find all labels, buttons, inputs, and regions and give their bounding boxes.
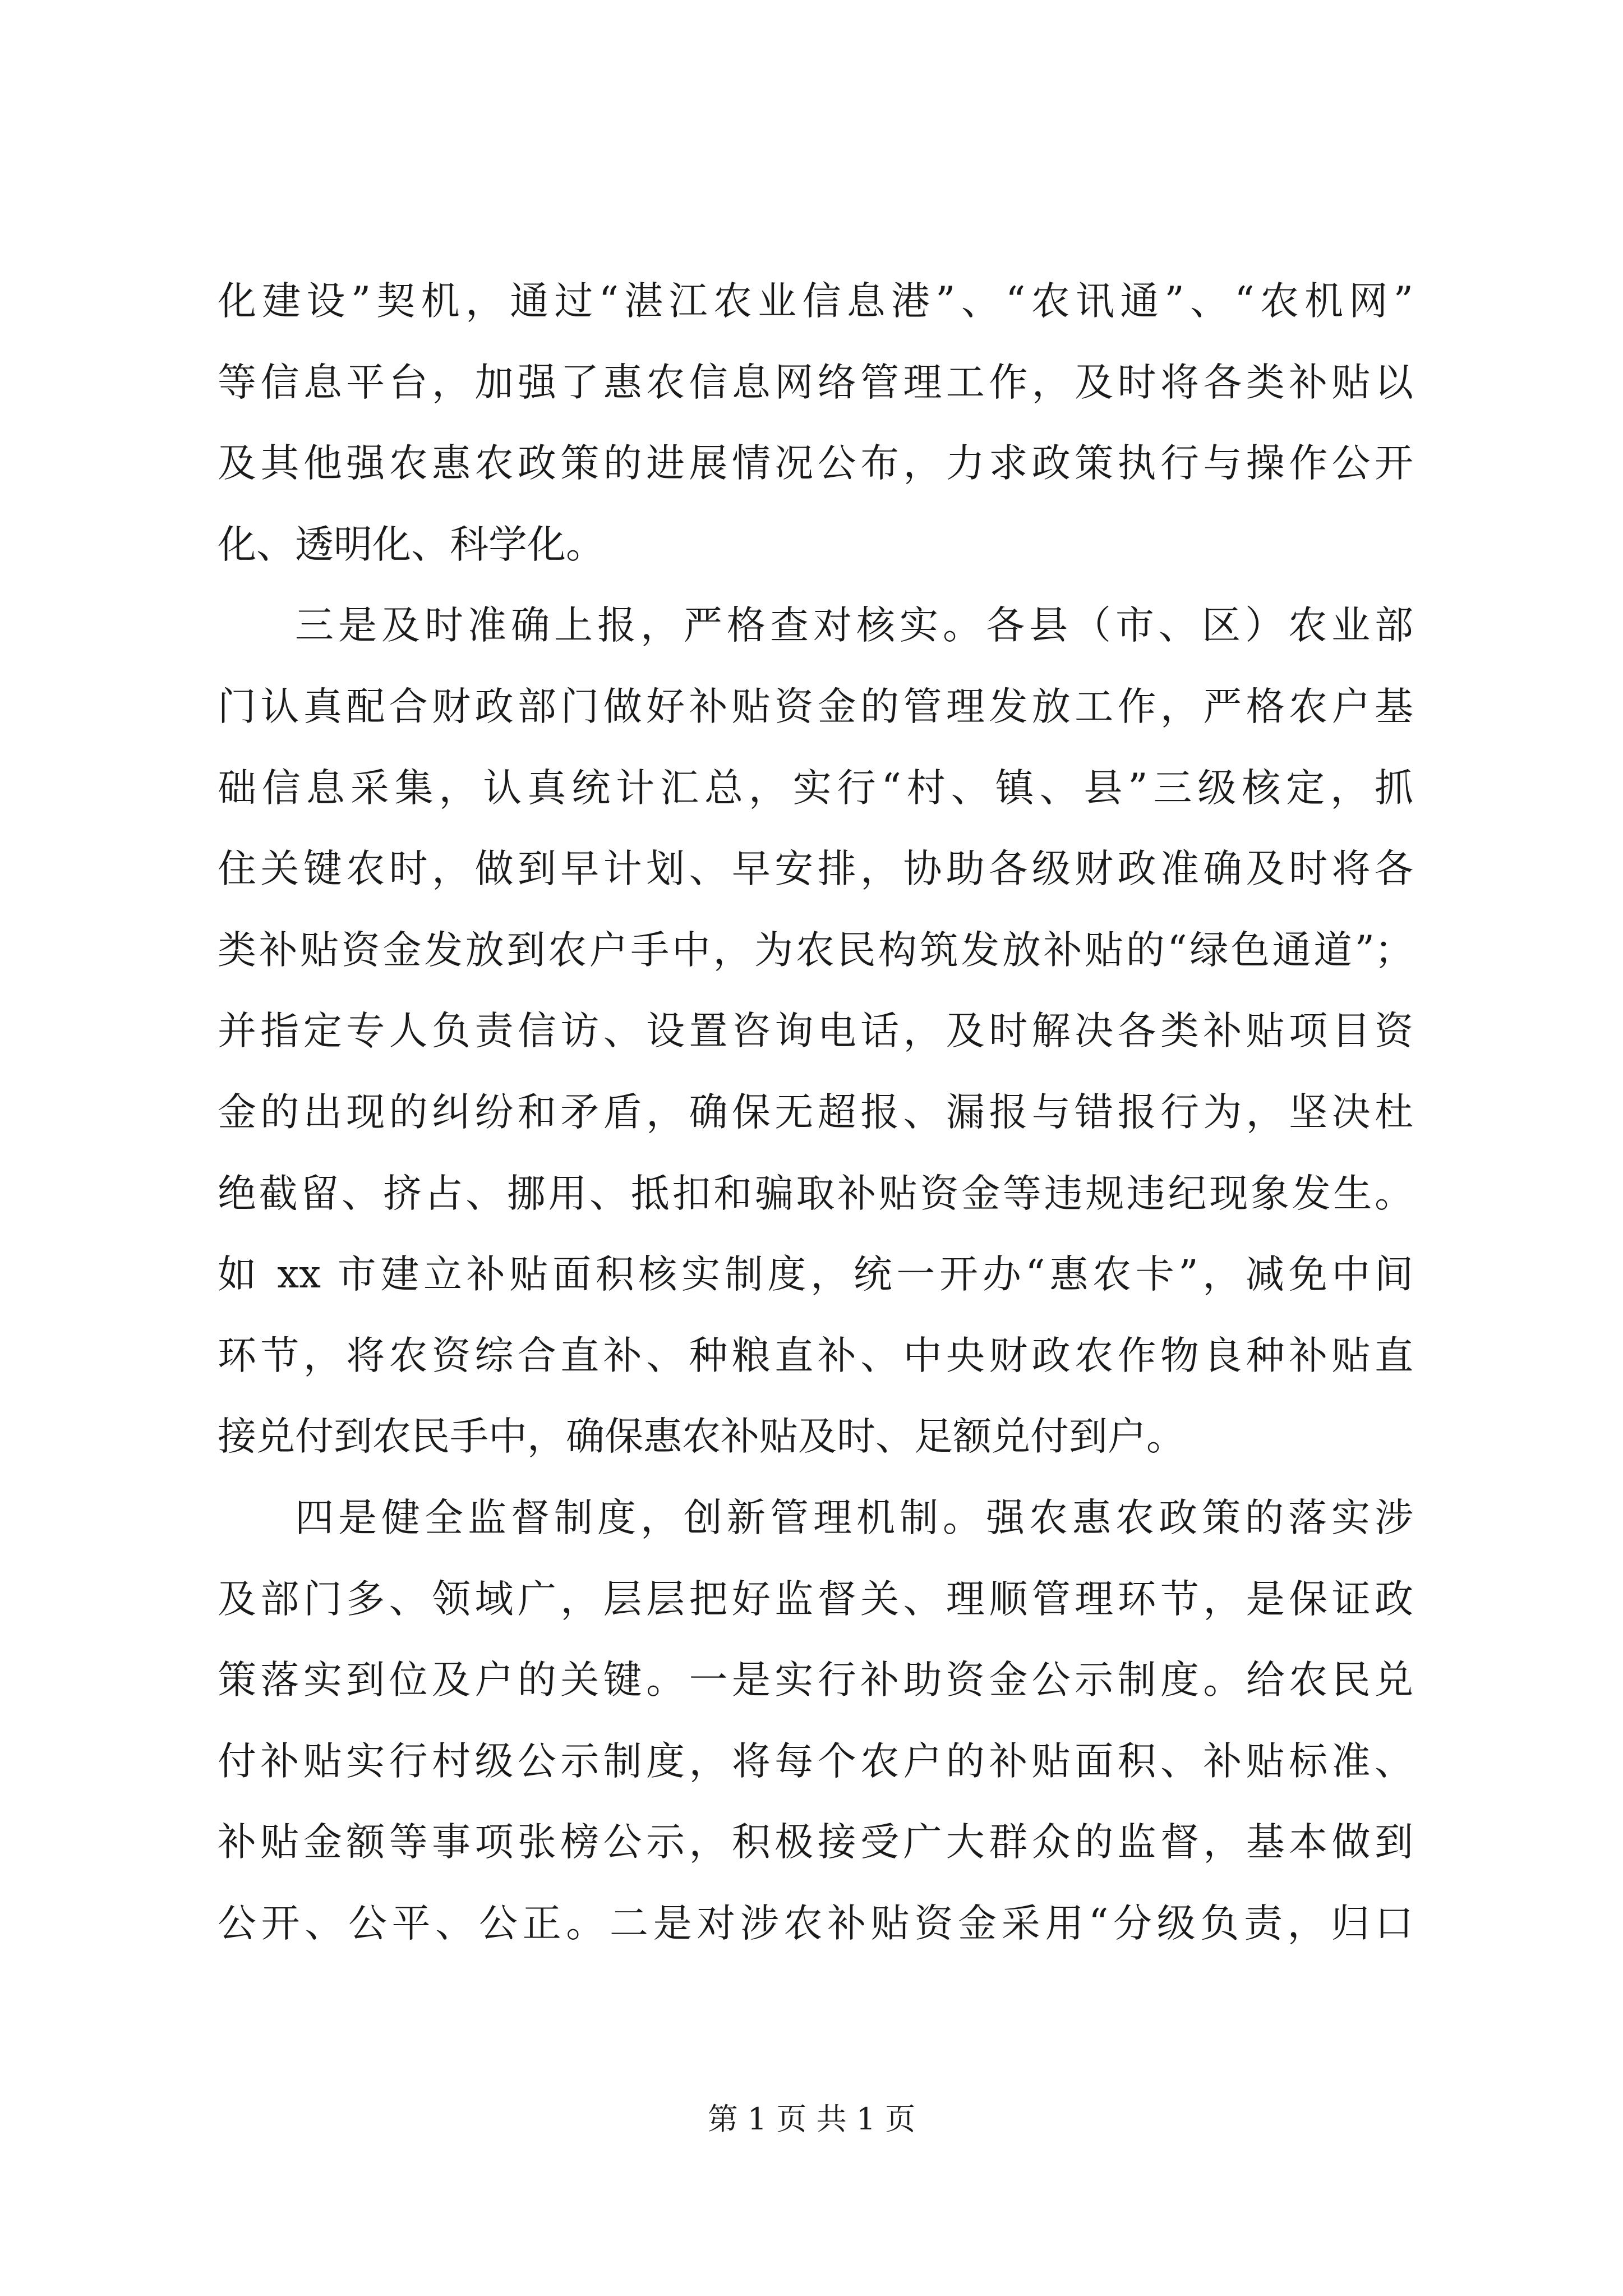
paragraph-start-line: 三是及时准确上报，严格查对核实。各县（市、区）农业部 xyxy=(295,603,1413,648)
paragraph-start-line: 四是健全监督制度，创新管理机制。强农惠农政策的落实涉 xyxy=(295,1495,1413,1540)
body-text xyxy=(218,261,1413,1964)
text-line: 环节，将农资综合直补、种粮直补、中央财政农作物良种补贴直 xyxy=(218,1333,1413,1378)
text-line: 础信息采集，认真统计汇总，实行“村、镇、县”三级核定，抓 xyxy=(218,765,1413,811)
text-line: 公开、公平、公正。二是对涉农补贴资金采用“分级负责，归口 xyxy=(218,1901,1413,1946)
text-line: 等信息平台，加强了惠农信息网络管理工作，及时将各类补贴以 xyxy=(218,360,1413,405)
text-line: 补贴金额等事项张榜公示，积极接受广大群众的监督，基本做到 xyxy=(218,1820,1413,1865)
text-line: 如 xx 市建立补贴面积核实制度，统一开办“惠农卡”，减免中间 xyxy=(218,1252,1413,1297)
text-line: 住关键农时，做到早计划、早安排，协助各级财政准确及时将各 xyxy=(218,846,1413,892)
text-line: 并指定专人负责信访、设置咨询电话，及时解决各类补贴项目资 xyxy=(218,1009,1413,1054)
text-line: 及其他强农惠农政策的进展情况公布，力求政策执行与操作公开 xyxy=(218,441,1413,486)
text-line: 付补贴实行村级公示制度，将每个农户的补贴面积、补贴标准、 xyxy=(218,1738,1413,1784)
text-line: 类补贴资金发放到农户手中，为农民构筑发放补贴的“绿色通道”； xyxy=(218,927,1413,973)
text-line: 接兑付到农民手中，确保惠农补贴及时、足额兑付到户。 xyxy=(218,1414,1185,1460)
text-line: 及部门多、领域广，层层把好监督关、理顺管理环节，是保证政 xyxy=(218,1576,1413,1622)
text-line: 金的出现的纠纷和矛盾，确保无超报、漏报与错报行为，坚决杜 xyxy=(218,1089,1413,1135)
text-line: 门认真配合财政部门做好补贴资金的管理发放工作，严格农户基 xyxy=(218,684,1413,729)
text-line: 化、透明化、科学化。 xyxy=(218,522,605,567)
text-line: 绝截留、挤占、挪用、抵扣和骗取补贴资金等违规违纪现象发生。 xyxy=(218,1171,1413,1216)
text-line: 化建设”契机，通过“湛江农业信息港”、“农讯通”、“农机网” xyxy=(218,279,1413,324)
page-footer: 第 1 页 共 1 页 xyxy=(707,2101,916,2137)
text-line: 策落实到位及户的关键。一是实行补助资金公示制度。给农民兑 xyxy=(218,1658,1413,1703)
